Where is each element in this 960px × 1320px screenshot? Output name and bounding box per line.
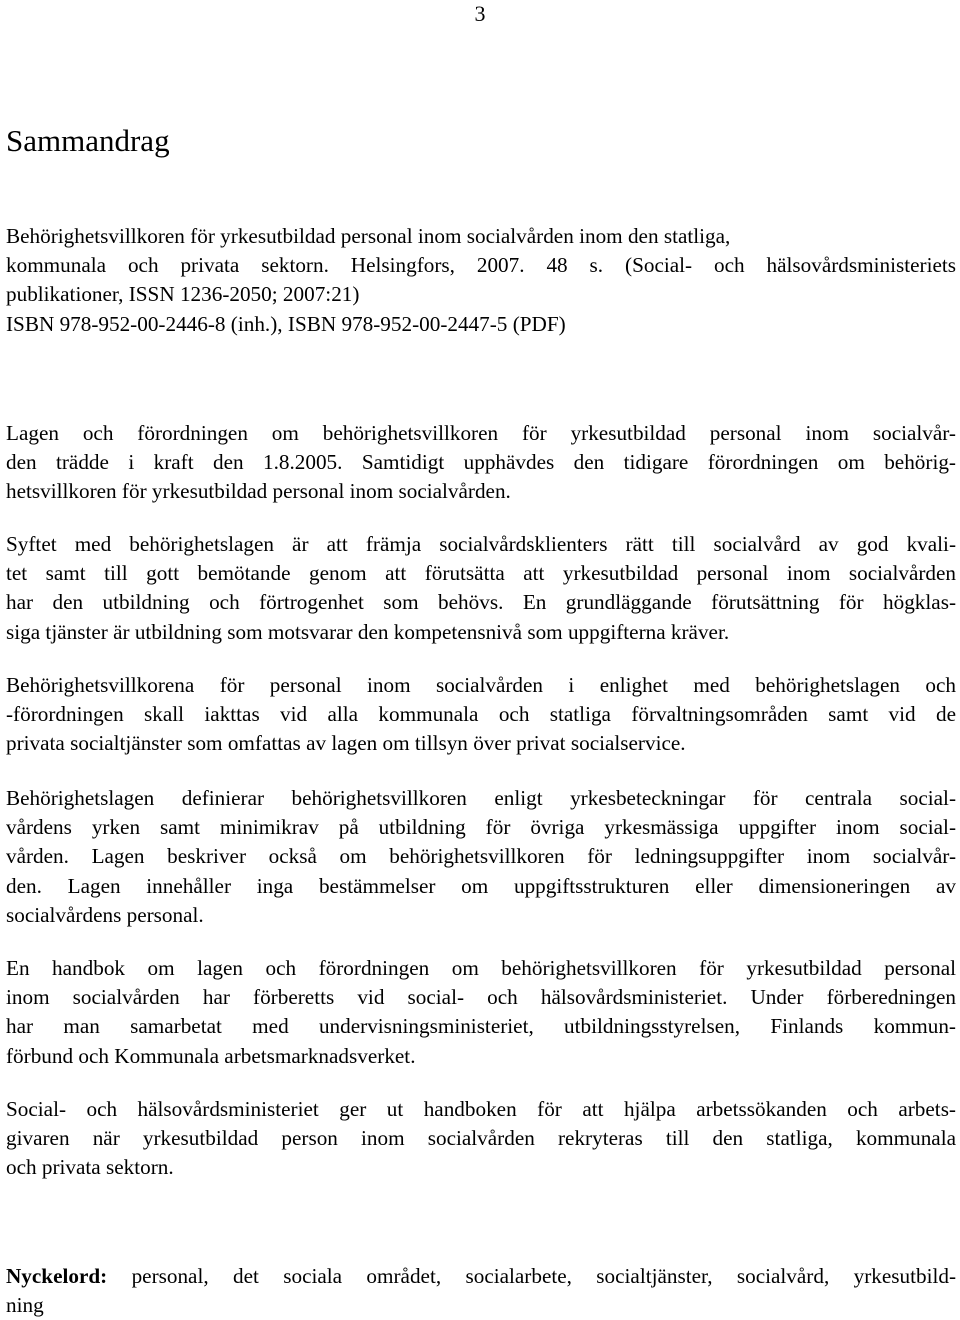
paragraph-law-enactment: [6, 419, 956, 507]
citation-line: publikationer, ISSN 1236-2050; 2007:21): [6, 282, 360, 307]
keywords: [6, 1262, 956, 1320]
paragraph-line: Behörighetsvillkorena för personal inom socialvården i enlighet med behörighetslagen och: [6, 673, 956, 697]
paragraph-line: har man samarbetat med undervisningsministeriet, utbildningsstyrelsen, Finlands kommun-: [6, 1014, 956, 1039]
paragraph-definitions: [6, 784, 956, 930]
paragraph-line: tet samt till gott bemötande genom att förutsätta att yrkesutbildad personal inom socialvården: [6, 561, 956, 586]
paragraph-line: En handbok om lagen och förordningen om behörighetsvillkoren för yrkesutbildad personal: [6, 956, 956, 980]
keywords-text: personal, det sociala området, socialarbete, socialtjänster, socialvård, yrkesutbild-: [107, 1264, 956, 1288]
paragraph-line: Syftet med behörighetslagen är att främja socialvårdsklienters rätt till socialvård av god kvali-: [6, 532, 956, 556]
paragraph-line: och privata sektorn.: [6, 1155, 174, 1180]
paragraph-purpose: [6, 530, 956, 647]
paragraph-line: förbund och Kommunala arbetsmarknadsverket.: [6, 1043, 416, 1068]
paragraph-line: har den utbildning och förtrogenhet som behövs. En grundläggande förutsättning för högklas-: [6, 590, 956, 615]
citation-line: Behörighetsvillkoren för yrkesutbildad personal inom socialvården inom den statliga,: [6, 224, 731, 248]
paragraph-line: privata socialtjänster som omfattas av lagen om tillsyn över privat socialservice.: [6, 731, 686, 756]
paragraph-line: givaren när yrkesutbildad person inom socialvården rekryteras till den statliga, kommunala: [6, 1126, 956, 1151]
keywords-line: [6, 1262, 956, 1291]
paragraph-publisher: [6, 1095, 956, 1183]
citation-block: [6, 222, 956, 339]
paragraph-line: inom socialvården har förberetts vid social- och hälsovårdsministeriet. Under förberedningen: [6, 985, 956, 1010]
page-number: 3: [474, 1, 486, 26]
citation-line: kommunala och privata sektorn. Helsingfors, 2007. 48 s. (Social- och hälsovårdsministeriets: [6, 253, 956, 278]
keywords-line: ning: [6, 1293, 44, 1318]
paragraph-line: hetsvillkoren för yrkesutbildad personal inom socialvården.: [6, 479, 511, 504]
paragraph-handbook: [6, 954, 956, 1071]
citation-line: ISBN 978-952-00-2446-8 (inh.), ISBN 978-952-00-2447-5 (PDF): [6, 311, 566, 336]
paragraph-line: -förordningen skall iakttas vid alla kommunala och statliga förvaltningsområden samt vid de: [6, 702, 956, 727]
paragraph-line: Lagen och förordningen om behörighetsvillkoren för yrkesutbildad personal inom socialvår-: [6, 421, 956, 445]
paragraph-line: Social- och hälsovårdsministeriet ger ut handboken för att hjälpa arbetssökanden och arbets-: [6, 1097, 956, 1121]
paragraph-line: siga tjänster är utbildning som motsvarar den kompetensnivå som uppgifterna kräver.: [6, 619, 730, 644]
paragraph-line: den. Lagen innehåller inga bestämmelser om uppgiftsstrukturen eller dimensioneringen av: [6, 873, 956, 898]
page-title: Sammandrag: [6, 123, 170, 158]
paragraph-applicability: [6, 671, 956, 759]
paragraph-line: vården. Lagen beskriver också om behörighetsvillkoren för ledningsuppgifter inom socialvår-: [6, 844, 956, 869]
keywords-label: Nyckelord:: [6, 1264, 108, 1288]
paragraph-line: socialvårdens personal.: [6, 902, 204, 927]
paragraph-line: Behörighetslagen definierar behörighetsvillkoren enligt yrkesbeteckningar för centrala social-: [6, 786, 956, 810]
paragraph-line: den trädde i kraft den 1.8.2005. Samtidigt upphävdes den tidigare förordningen om behörig-: [6, 450, 956, 475]
paragraph-line: vårdens yrken samt minimikrav på utbildning för övriga yrkesmässiga uppgifter inom social-: [6, 815, 956, 840]
